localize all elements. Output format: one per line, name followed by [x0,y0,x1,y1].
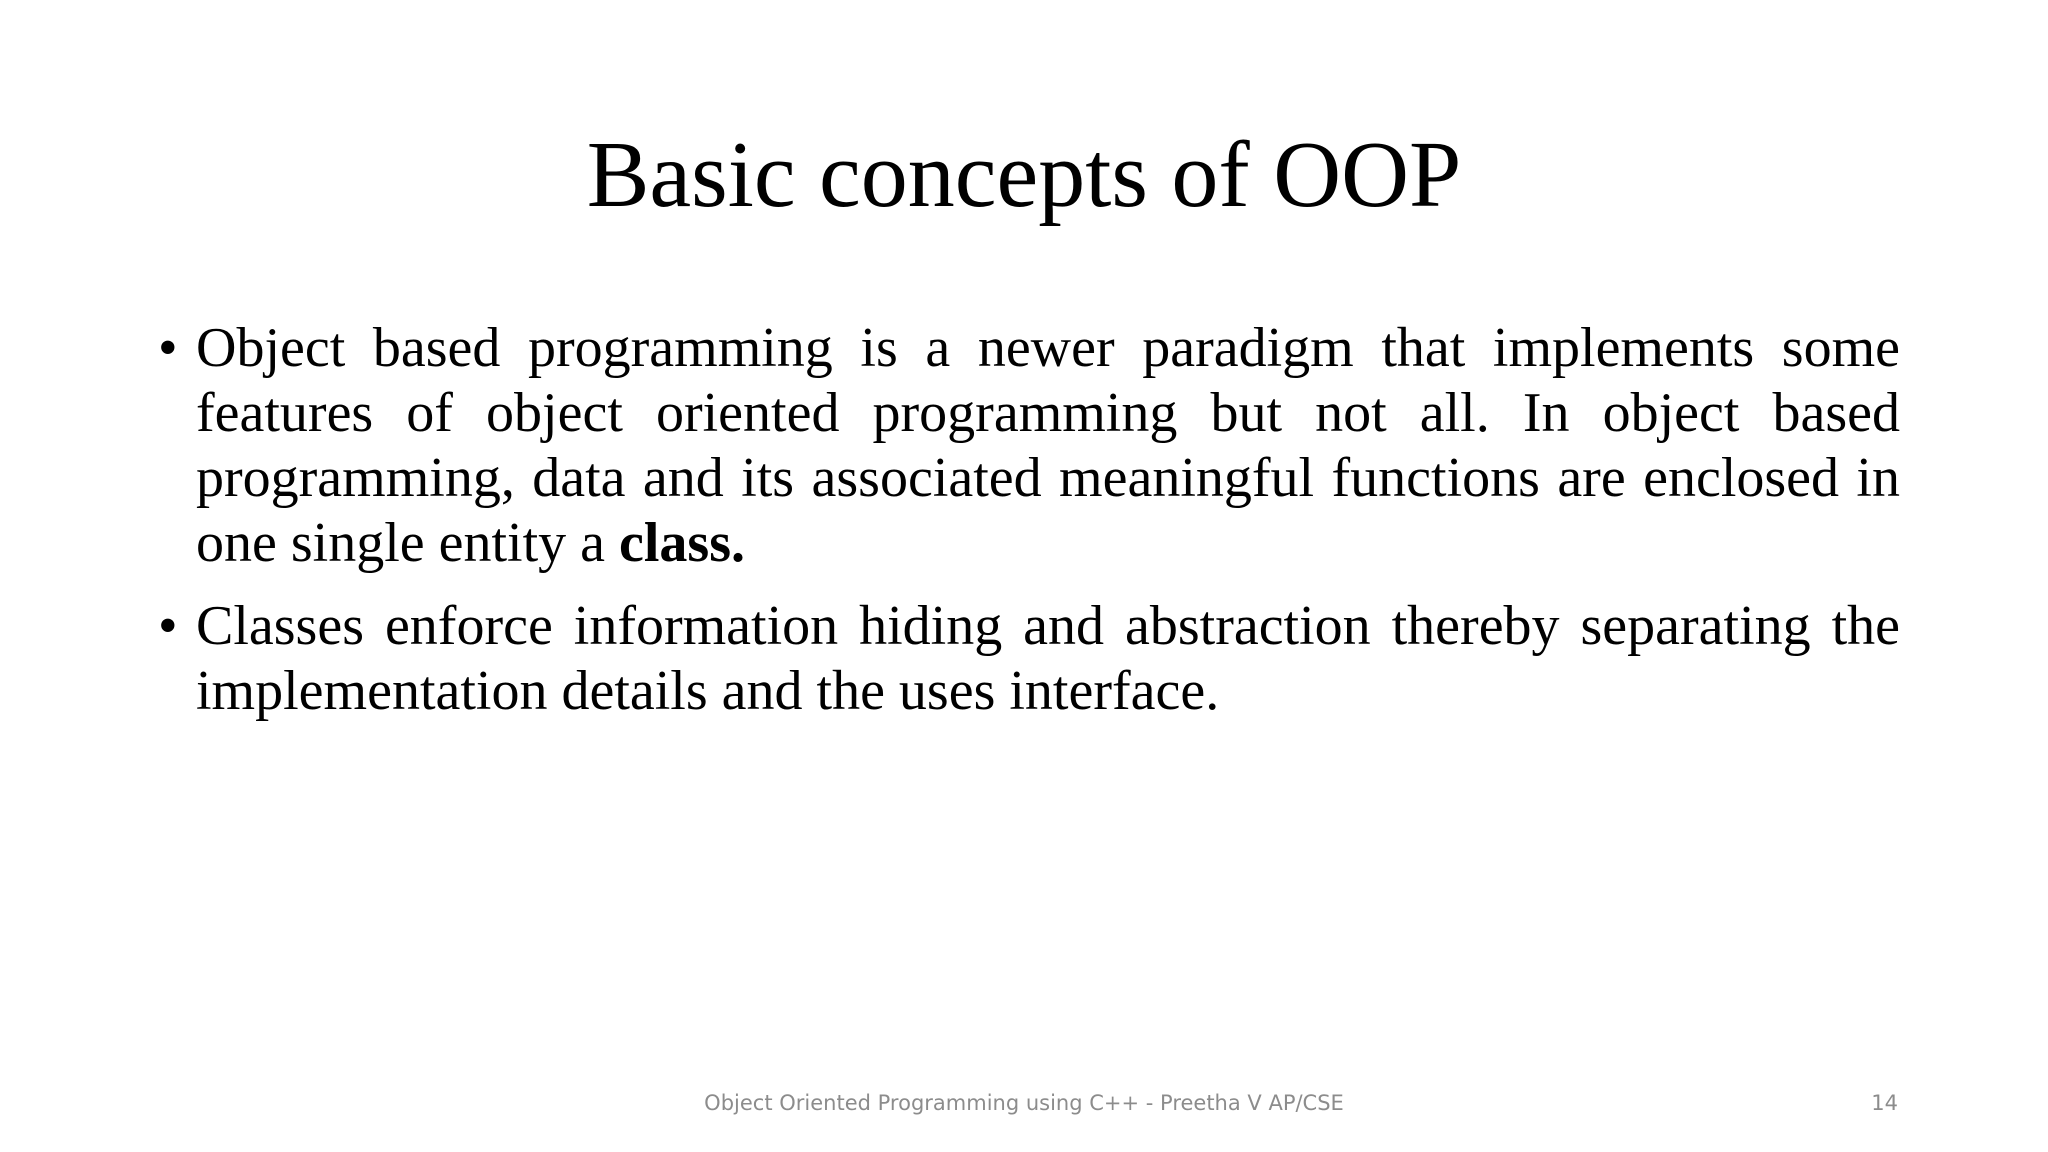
slide-footer: Object Oriented Programming using C++ - Preetha V AP/CSE [704,1091,1344,1115]
bullet-text: Classes enforce information hiding and abstraction thereby separating the implementation details and the uses interface. [196,595,1900,722]
slide-title: Basic concepts of OOP [586,123,1462,227]
bullet-icon: • [158,595,178,657]
bullet-item [150,316,1900,576]
bullet-text: Object based programming is a newer paradigm that implements some features of object oriented programming but not all. In object based programming, data and its associated meaningful functions are enclosed in one single entity a [196,317,1900,574]
slide-content [150,316,1900,742]
bullet-bold-text: class. [619,512,746,574]
bullet-icon: • [158,317,178,379]
bullet-item [150,594,1900,724]
page-number: 14 [1871,1091,1898,1115]
